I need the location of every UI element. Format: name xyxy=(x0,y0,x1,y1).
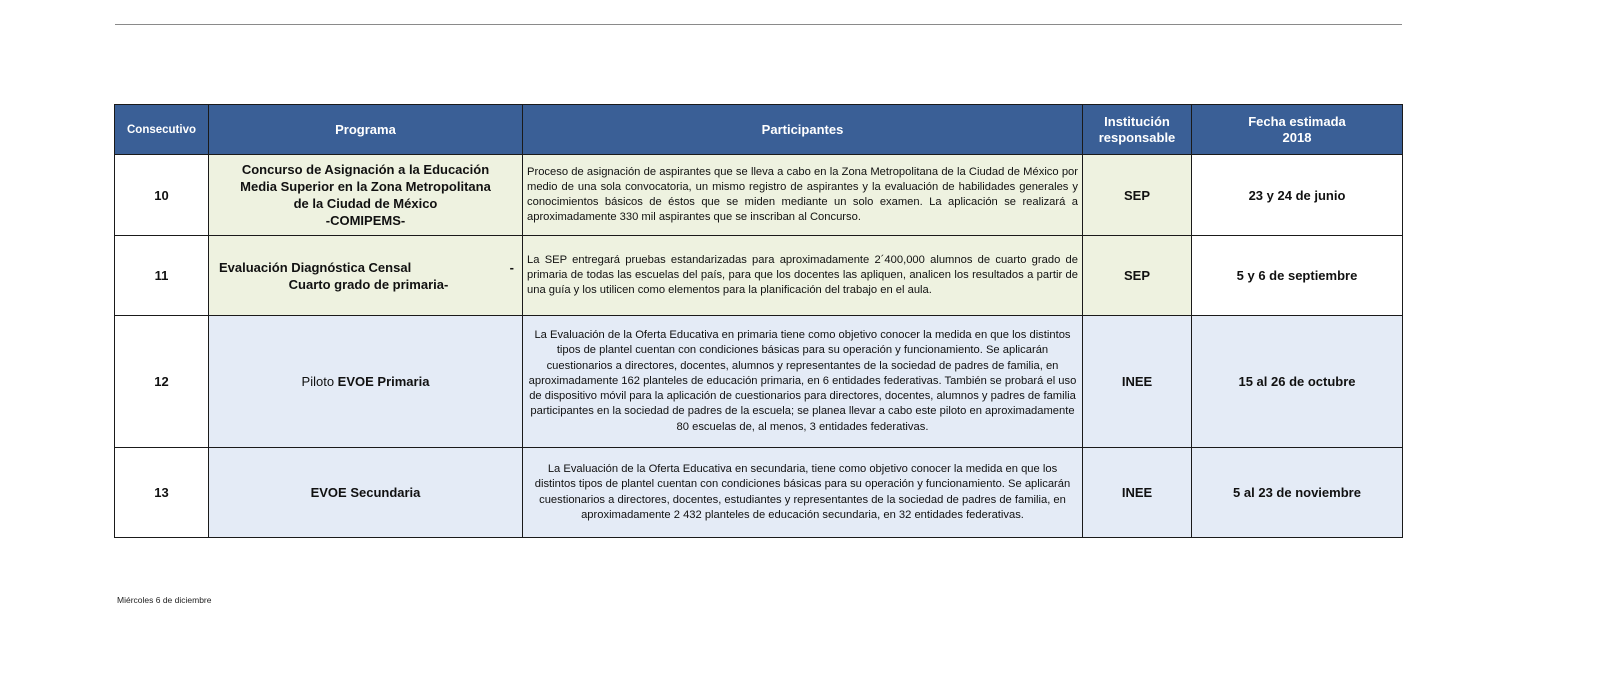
header-institucion-line1: Institución xyxy=(1104,113,1170,129)
date-cell: 15 al 26 de octubre xyxy=(1192,316,1403,448)
program-line: -COMIPEMS- xyxy=(325,213,406,228)
row-number: 11 xyxy=(115,236,209,316)
date-cell: 23 y 24 de junio xyxy=(1192,155,1403,236)
program-line: Evaluación Diagnóstica Censal xyxy=(219,259,412,275)
participants-cell: La SEP entregará pruebas estandarizadas para aproximadamente 2´400,000 alumnos de cuarto grado de primaria de todas las escuelas del país, para que los docentes las apliquen, analicen los resultados a partir de una guía y los utilicen como elementos para la planificación del trabajo en el aula. xyxy=(523,236,1083,316)
table-row xyxy=(115,155,1403,236)
table-row xyxy=(115,448,1403,538)
header-fecha-line2: 2018 xyxy=(1282,129,1312,145)
participants-cell: La Evaluación de la Oferta Educativa en secundaria, tiene como objetivo conocer la medida en que los distintos tipos de plantel cuentan con condiciones básicas para su operación y funcionamiento. Se aplicarán cuestionarios a directores, docentes, estudiantes y representantes de la sociedad de padres de familia, en aproximadamente 2 432 planteles de educación secundaria, en 32 entidades federativas. xyxy=(523,448,1083,538)
header-institucion-line2: responsable xyxy=(1098,129,1176,145)
header-programa: Programa xyxy=(209,105,523,155)
table-header-row xyxy=(115,105,1403,155)
header-consecutivo: Consecutivo xyxy=(115,105,209,155)
program-line: Cuarto grado de primaria- xyxy=(288,276,449,292)
header-fecha xyxy=(1192,105,1403,155)
program-line: de la Ciudad de México xyxy=(293,196,438,211)
date-cell: 5 al 23 de noviembre xyxy=(1192,448,1403,538)
program-line: Media Superior en la Zona Metropolitana xyxy=(240,179,491,194)
header-participantes: Participantes xyxy=(523,105,1083,155)
row-number: 13 xyxy=(115,448,209,538)
row-number: 12 xyxy=(115,316,209,448)
program-text xyxy=(213,259,518,293)
program-prefix: Piloto xyxy=(301,374,338,389)
program-cell xyxy=(209,236,523,316)
top-divider xyxy=(115,24,1402,25)
table-row xyxy=(115,316,1403,448)
footer-date-note: Miércoles 6 de diciembre xyxy=(117,595,212,605)
program-dash: - xyxy=(509,259,514,275)
participants-cell: Proceso de asignación de aspirantes que se lleva a cabo en la Zona Metropolitana de la Ciudad de México por medio de una sola convocatoria, un mismo registro de aspirantes y la evaluación de habilidades generales y conocimientos básicos de éstos que se miden mediante un solo examen. La aplicación se realizará a aproximadamente 330 mil aspirantes que se inscriban al Concurso. xyxy=(523,155,1083,236)
program-cell xyxy=(209,316,523,448)
program-name: EVOE Primaria xyxy=(337,374,430,389)
evaluation-schedule-table xyxy=(114,104,1403,538)
header-fecha-line1: Fecha estimada xyxy=(1248,113,1346,129)
institution-cell: INEE xyxy=(1083,316,1192,448)
program-cell: EVOE Secundaria xyxy=(209,448,523,538)
date-cell: 5 y 6 de septiembre xyxy=(1192,236,1403,316)
participants-cell: La Evaluación de la Oferta Educativa en primaria tiene como objetivo conocer la medida en que los distintos tipos de plantel cuentan con condiciones básicas para su operación y funcionamiento. Se aplicarán cuestionarios a directores, docentes, alumnos y representantes de la sociedad de padres de familia, en aproximadamente 162 planteles de educación primaria, en 6 entidades federativas. También se probará el uso de dispositivo móvil para la aplicación de cuestionarios para directores, docentes, alumnos y padres de familia participantes en la sociedad de padres de la escuela; se planea llevar a cabo este piloto en aproximadamente 80 escuelas de, al menos, 3 entidades federativas. xyxy=(523,316,1083,448)
institution-cell: SEP xyxy=(1083,155,1192,236)
program-line: Concurso de Asignación a la Educación xyxy=(241,162,490,177)
institution-cell: INEE xyxy=(1083,448,1192,538)
program-cell xyxy=(209,155,523,236)
header-institucion xyxy=(1083,105,1192,155)
table-row xyxy=(115,236,1403,316)
row-number: 10 xyxy=(115,155,209,236)
institution-cell: SEP xyxy=(1083,236,1192,316)
